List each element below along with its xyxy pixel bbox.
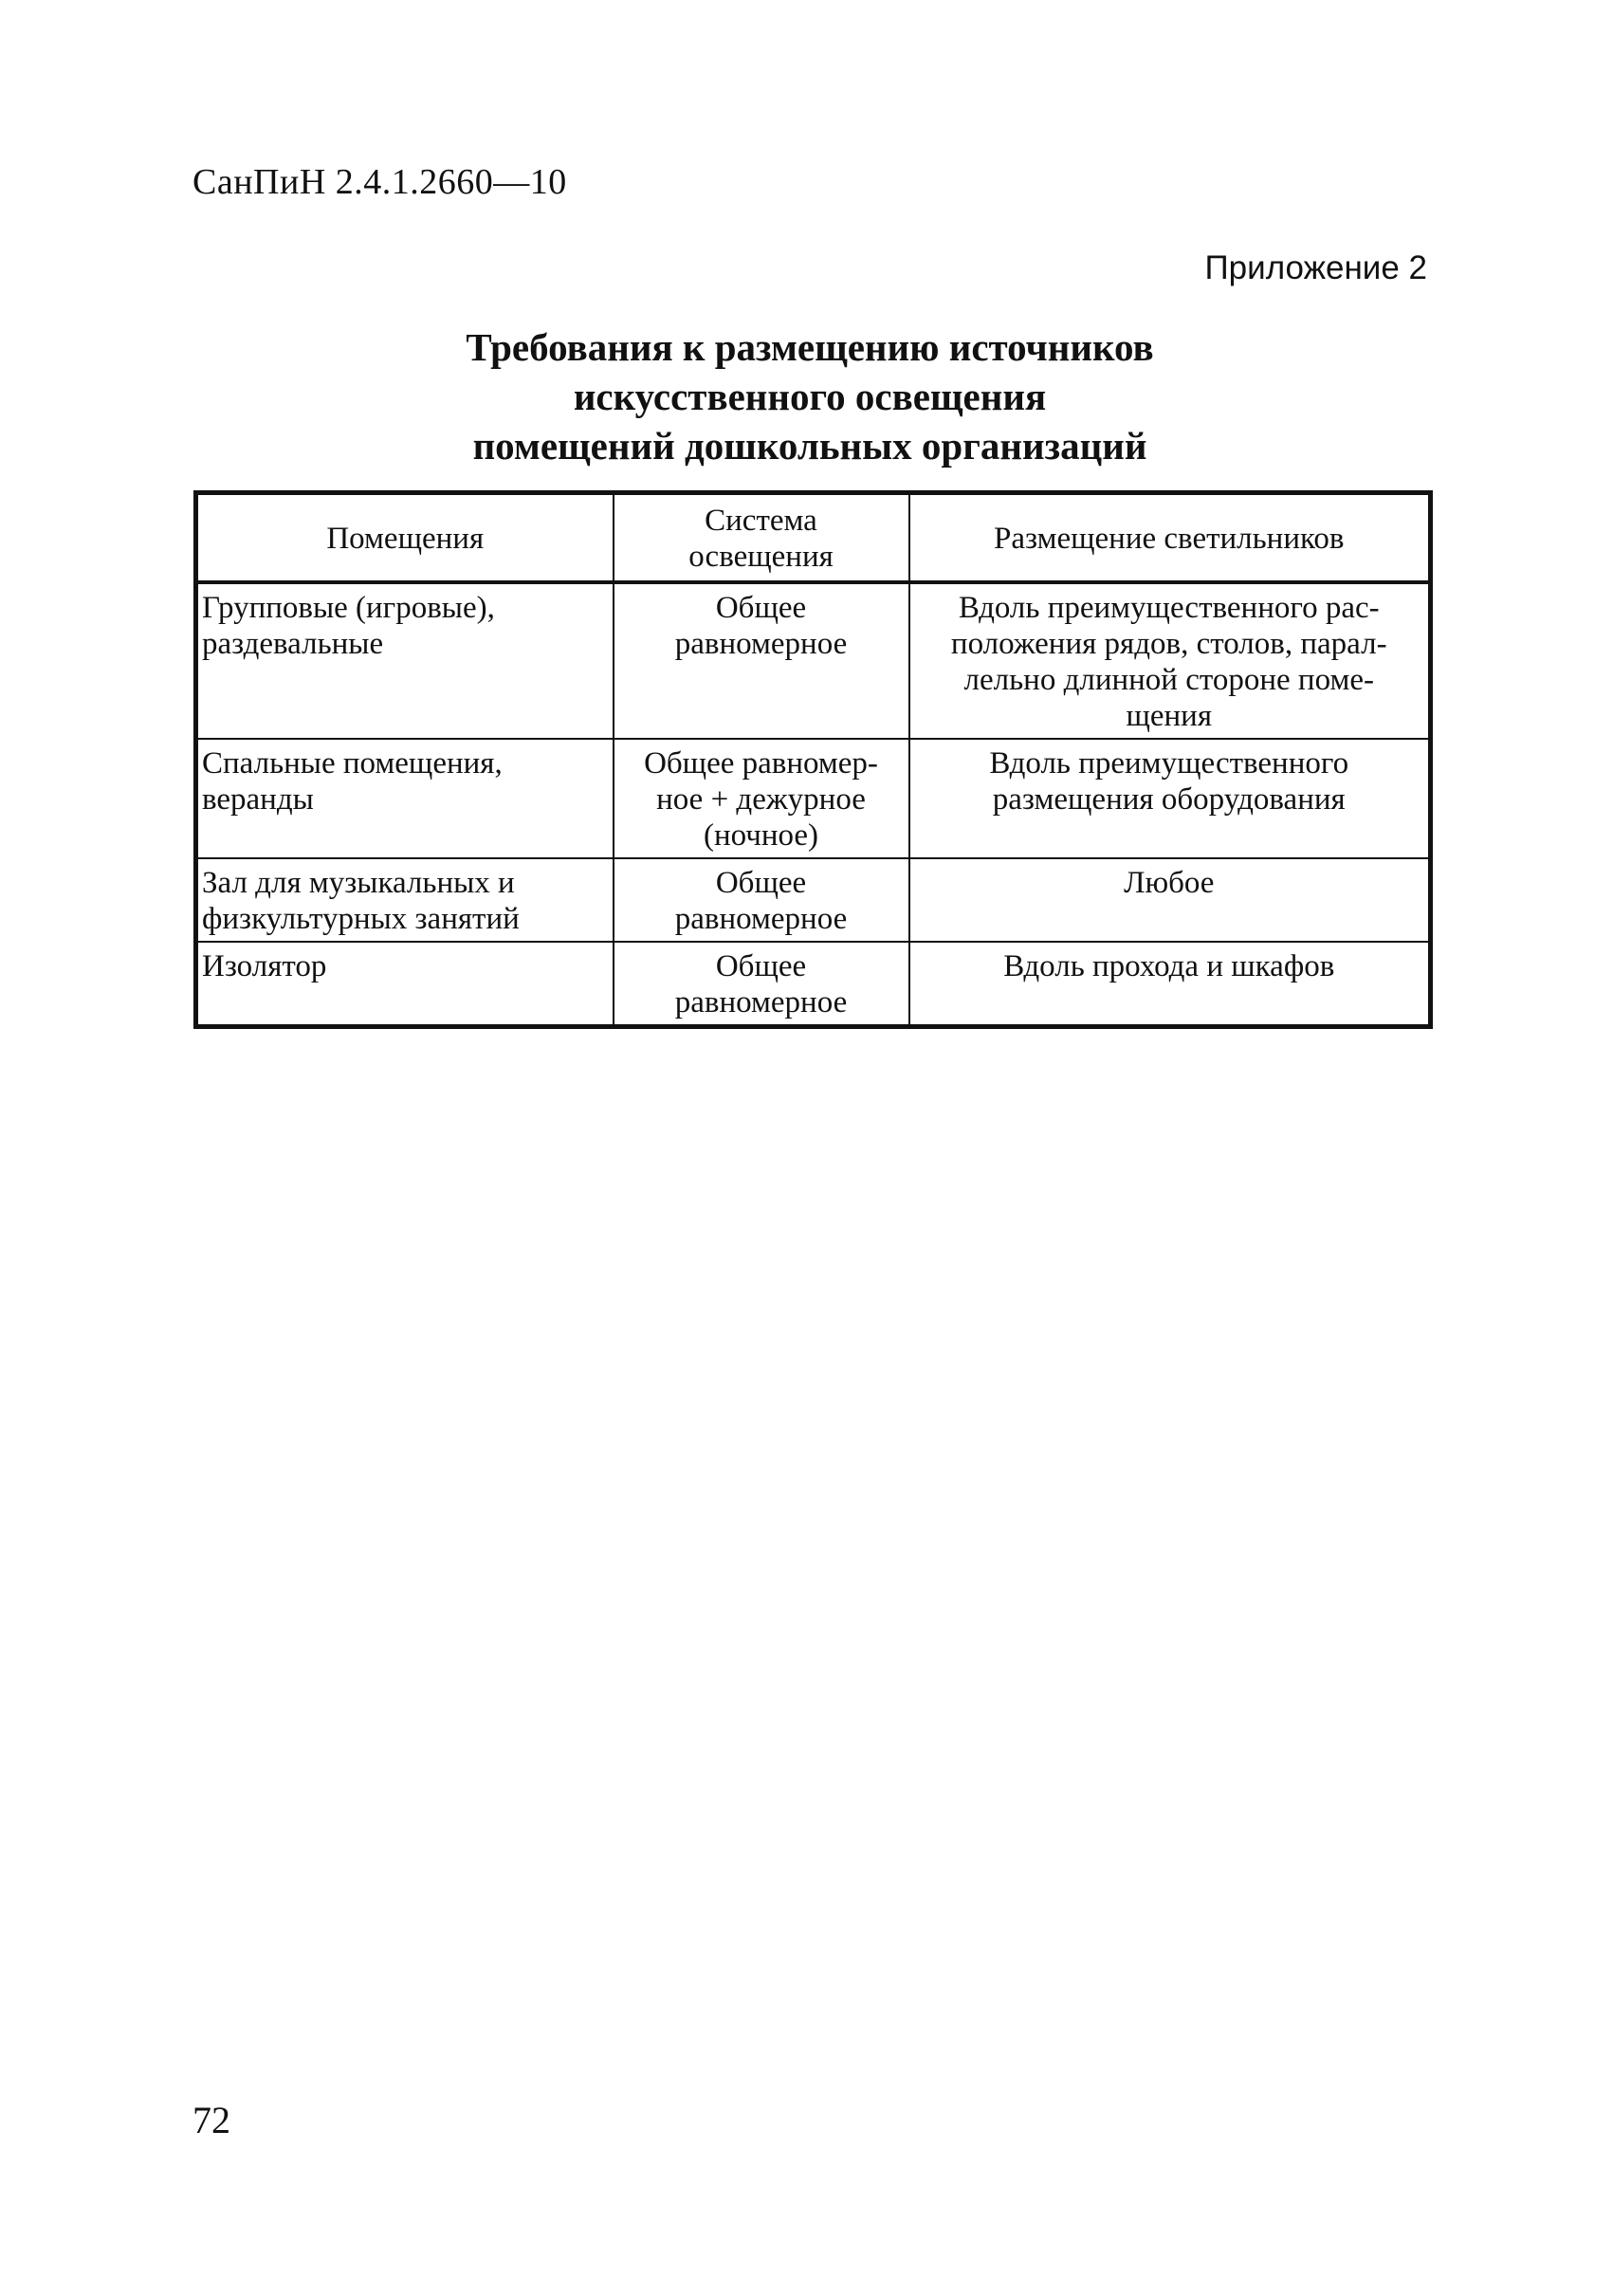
table-row <box>196 942 1431 1027</box>
title-line: помещений дошкольных организаций <box>472 424 1147 468</box>
lighting-requirements-table <box>193 490 1433 1029</box>
table-header-row <box>196 493 1431 583</box>
cell-room: Изолятор <box>196 942 614 1027</box>
cell-lighting-system: Общее равномер- ное + дежурное (ночное) <box>614 739 909 858</box>
table-row <box>196 739 1431 858</box>
cell-lighting-system: Общее равномерное <box>614 858 909 942</box>
document-code: СанПиН 2.4.1.2660—10 <box>192 162 567 202</box>
cell-fixture-placement: Любое <box>909 858 1431 942</box>
page-number: 72 <box>192 2099 230 2141</box>
appendix-label: Приложение 2 <box>1204 249 1427 286</box>
cell-lighting-system: Общее равномерное <box>614 942 909 1027</box>
cell-fixture-placement: Вдоль прохода и шкафов <box>909 942 1431 1027</box>
table-row <box>196 582 1431 739</box>
page-title <box>192 322 1427 470</box>
cell-fixture-placement: Вдоль преимущественного рас- положения рядов, столов, парал- лельно длинной стороне поме- щения <box>909 582 1431 739</box>
title-line: Требования к размещению источников <box>466 325 1154 369</box>
cell-room: Спальные помещения, веранды <box>196 739 614 858</box>
cell-room: Зал для музыкальных и физкультурных занятий <box>196 858 614 942</box>
cell-room: Групповые (игровые), раздевальные <box>196 582 614 739</box>
column-header-lighting-system: Система освещения <box>614 493 909 583</box>
cell-lighting-system: Общее равномерное <box>614 582 909 739</box>
title-line: искусственного освещения <box>573 375 1047 418</box>
column-header-fixture-placement: Размещение светильников <box>909 493 1431 583</box>
column-header-rooms: Помещения <box>196 493 614 583</box>
table-row <box>196 858 1431 942</box>
cell-fixture-placement: Вдоль преимущественного размещения оборудования <box>909 739 1431 858</box>
